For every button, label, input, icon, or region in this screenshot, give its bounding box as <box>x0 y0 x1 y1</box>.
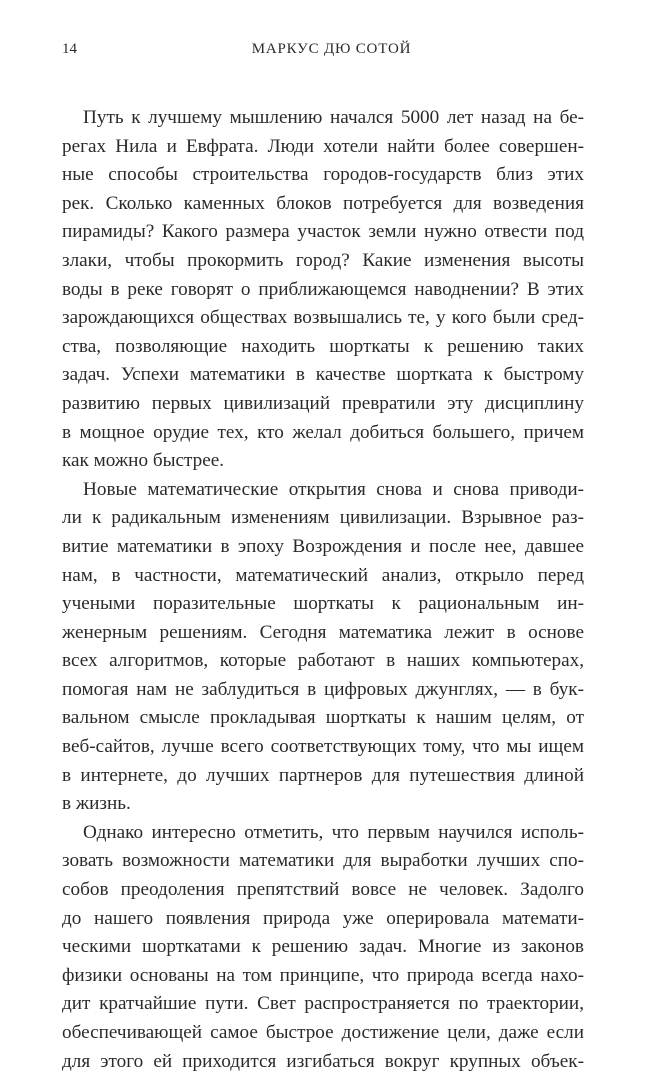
text-line: физики основаны на том принципе, что природа всегда нахо- <box>62 964 584 986</box>
text-line: Однако интересно отметить, что первым научился исполь- <box>83 821 584 843</box>
text-line: собов преодоления препятствий вовсе не человек. Задолго <box>62 879 584 901</box>
paragraph <box>62 819 584 1076</box>
text-line: как можно быстрее. <box>62 450 225 472</box>
text-line: воды в реке говорят о приближающемся наводнении? В этих <box>62 278 584 300</box>
text-line: зовать возможности математики для выработки лучших спо- <box>62 850 584 872</box>
text-line: в интернете, до лучших партнеров для путешествия длиной <box>62 764 584 786</box>
text-line: развитию первых цивилизаций превратили эту дисциплину <box>62 392 584 414</box>
text-line: дит кратчайшие пути. Свет распространяется по траектории, <box>62 993 584 1015</box>
text-line: ли к радикальным изменениям цивилизации. Взрывное раз- <box>62 507 584 529</box>
text-line: в жизнь. <box>62 793 131 815</box>
text-line: для этого ей приходится изгибаться вокруг крупных объек- <box>62 1050 584 1072</box>
text-line: учеными поразительные шорткаты к рациональным ин- <box>62 593 584 615</box>
text-line: всех алгоритмов, которые работают в наших компьютерах, <box>62 650 584 672</box>
text-line: ческими шорткатами к решению задач. Многие из законов <box>62 936 584 958</box>
paragraph <box>62 104 584 476</box>
paragraph <box>62 476 584 819</box>
text-line: помогая нам не заблудиться в цифровых джунглях, — в бук- <box>62 678 584 700</box>
text-line: регах Нила и Евфрата. Люди хотели найти более совершен- <box>62 135 584 157</box>
text-line: ства, позволяющие находить шорткаты к решению таких <box>62 335 584 357</box>
page-number: 14 <box>62 41 77 57</box>
text-line: веб-сайтов, лучше всего соответствующих тому, что мы ищем <box>62 736 584 758</box>
text-line: Новые математические открытия снова и снова приводи- <box>83 478 584 500</box>
text-line: рек. Сколько каменных блоков потребуется для возведения <box>62 192 584 214</box>
text-line: нам, в частности, математический анализ, открыло перед <box>62 564 584 586</box>
running-title: МАРКУС ДЮ СОТОЙ <box>251 41 412 57</box>
text-line: вальном смысле прокладывая шорткаты к нашим целям, от <box>62 707 584 729</box>
text-line: до нашего появления природа уже оперировала математи- <box>62 907 584 929</box>
text-line: злаки, чтобы прокормить город? Какие изменения высоты <box>62 249 584 271</box>
page-body <box>62 104 584 1076</box>
text-line: витие математики в эпоху Возрождения и после нее, давшее <box>62 535 584 557</box>
text-line: ные способы строительства городов-государств близ этих <box>62 164 584 186</box>
text-line: женерным решениям. Сегодня математика лежит в основе <box>62 621 584 643</box>
text-line: зарождающихся обществах возвышались те, у кого были сред- <box>62 307 584 329</box>
text-line: в мощное орудие тех, кто желал добиться большего, причем <box>62 421 584 443</box>
text-line: задач. Успехи математики в качестве шортката к быстрому <box>62 364 584 386</box>
text-line: пирамиды? Какого размера участок земли нужно отвести под <box>62 221 584 243</box>
text-line: Путь к лучшему мышлению начался 5000 лет назад на бе- <box>83 107 584 128</box>
text-line: обеспечивающей самое быстрое достижение цели, даже если <box>62 1022 584 1043</box>
